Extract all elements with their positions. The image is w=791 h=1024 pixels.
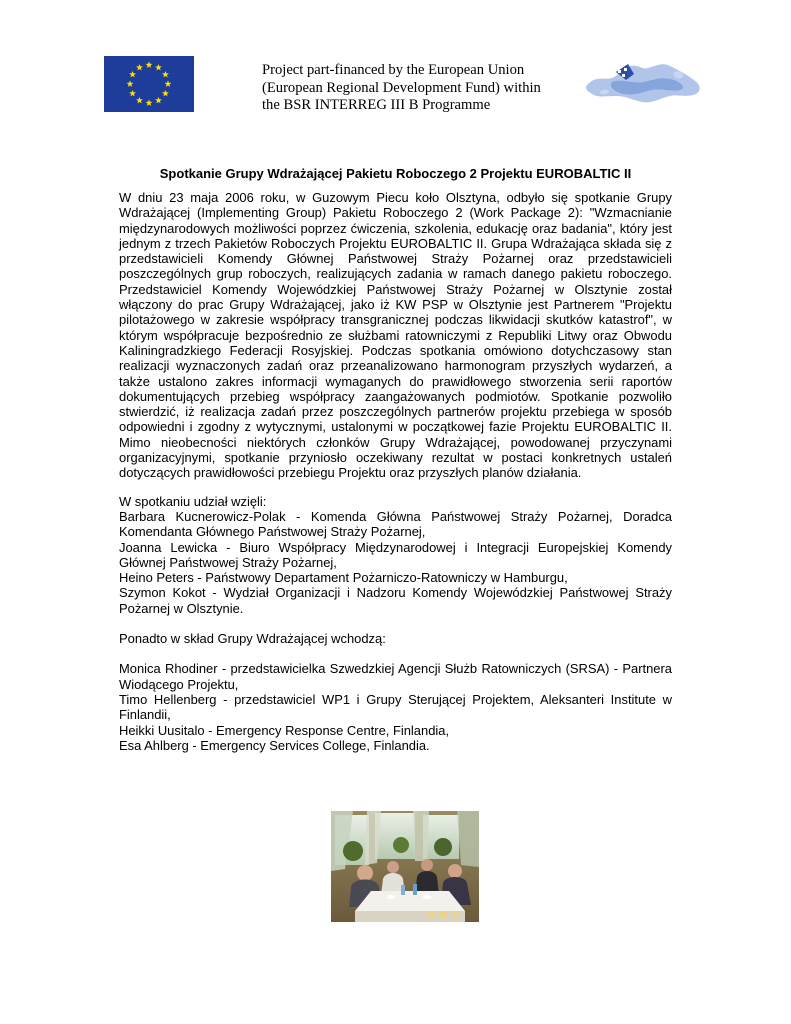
spacer (119, 616, 672, 631)
header-funding-text (262, 62, 582, 115)
participant-entry: Szymon Kokot - Wydział Organizacji i Nadzoru Komendy Wojewódzkiej Państwowej Straży Pożarnej w Olsztynie. (119, 585, 672, 616)
meeting-photo (331, 811, 479, 922)
document-body (119, 190, 672, 753)
participants-heading: W spotkaniu udział wzięli: (119, 493, 267, 509)
header-line: Project part-financed by the European Union (262, 62, 525, 78)
header-line: the BSR INTERREG III B Programme (262, 97, 491, 113)
participant-entry: Barbara Kucnerowicz-Polak - Komenda Główna Państwowej Straży Pożarnej, Doradca Komendanta Głównego Państwowej Straży Pożarnej, (119, 508, 672, 540)
participant-entry: Heino Peters - Państwowy Departament Pożarniczo-Ratowniczy w Hamburgu, (119, 570, 568, 586)
member-entry: Monica Rhodiner - przedstawicielka Szwedzkiej Agencji Służb Ratowniczych (SRSA) - Partnera Wiodącego Projektu, (119, 661, 672, 692)
members-heading: Ponadto w skład Grupy Wdrażającej wchodzą: (119, 631, 386, 647)
bsr-interreg-logo (582, 54, 704, 108)
header-line: (European Regional Development Fund) within (262, 79, 541, 96)
photo-date-stamp: 23.05.06 (427, 912, 461, 920)
participant-entry: Joanna Lewicka - Biuro Współpracy Międzynarodowej i Integracji Europejskiej Komendy Głównej Państwowej Straży Pożarnej, (119, 539, 672, 570)
member-entry: Timo Hellenberg - przedstawiciel WP1 i Grupy Sterującej Projektem, Aleksanteri Institute w Finlandii, (119, 691, 672, 723)
eu-flag-icon (104, 56, 194, 112)
member-entry: Esa Ahlberg - Emergency Services College, Finlandia. (119, 737, 430, 753)
document-title: Spotkanie Grupy Wdrażającej Pakietu Roboczego 2 Projektu EUROBALTIC II (159, 166, 632, 181)
member-entry: Heikki Uusitalo - Emergency Response Centre, Finlandia, (119, 722, 450, 738)
intro-paragraph: W dniu 23 maja 2006 roku, w Guzowym Piecu koło Olsztyna, odbyło się spotkanie Grupy Wdrażającej (Implementing Group) Pakietu Roboczego 2 (Work Package 2): "Wzmacnianie międzynarodowych możliwości poprzez ćwiczenia, szkolenia, edukację oraz badania", który jest jednym z trzech Pakietów Roboczych Projektu EUROBALTIC II. Grupa Wdrażająca składa się z przedstawicieli Komendy Głównej Państwowej Straży Pożarnej oraz przedstawicieli poszczególnych grup roboczych, realizujących zadania w ramach danego pakietu roboczego. Przedstawiciel Komendy Wojewódzkiej Państwowej Straży Pożarnej w Olsztynie został włączony do prac Grupy Wdrażającej, jako iż KW PSP w Olsztynie jest Partnerem "Projektu pilotażowego w zakresie współpracy transgranicznej podczas likwidacji skutków katastrof", w którym współpracuje bezpośrednio ze służbami ratowniczymi z Republiki Litwy oraz Obwodu Kaliningradzkiego Federacji Rosyjskiej. Podczas spotkania omówiono dotychczasowy stan realizacji wyznaczonych zadań oraz przeanalizowano harmonogram przyszłych wydarzeń, a także ustalono zakres informacji wymaganych do prawidłowego stworzenia serii raportów dokumentujących przebieg współpracy zaangażowanych podmiotów. Spotkanie pozwoliło stwierdzić, iż realizacja zadań przez poszczególnych partnerów projektu przebiega w sposób odpowiedni i zgodny z wytycznymi, ustalonymi w początkowej fazie Projektu EUROBALTIC II. Mimo nieobecności niektórych członków Grupy Wdrażającej, powodowanej przyczynami organizacyjnymi, spotkanie przyniosło oczekiwany rezultat w postaci konkretnych ustaleń dotyczących prawidłowości przebiegu Projektu oraz przyszłych planów działania. (119, 190, 672, 481)
spacer (119, 646, 672, 661)
